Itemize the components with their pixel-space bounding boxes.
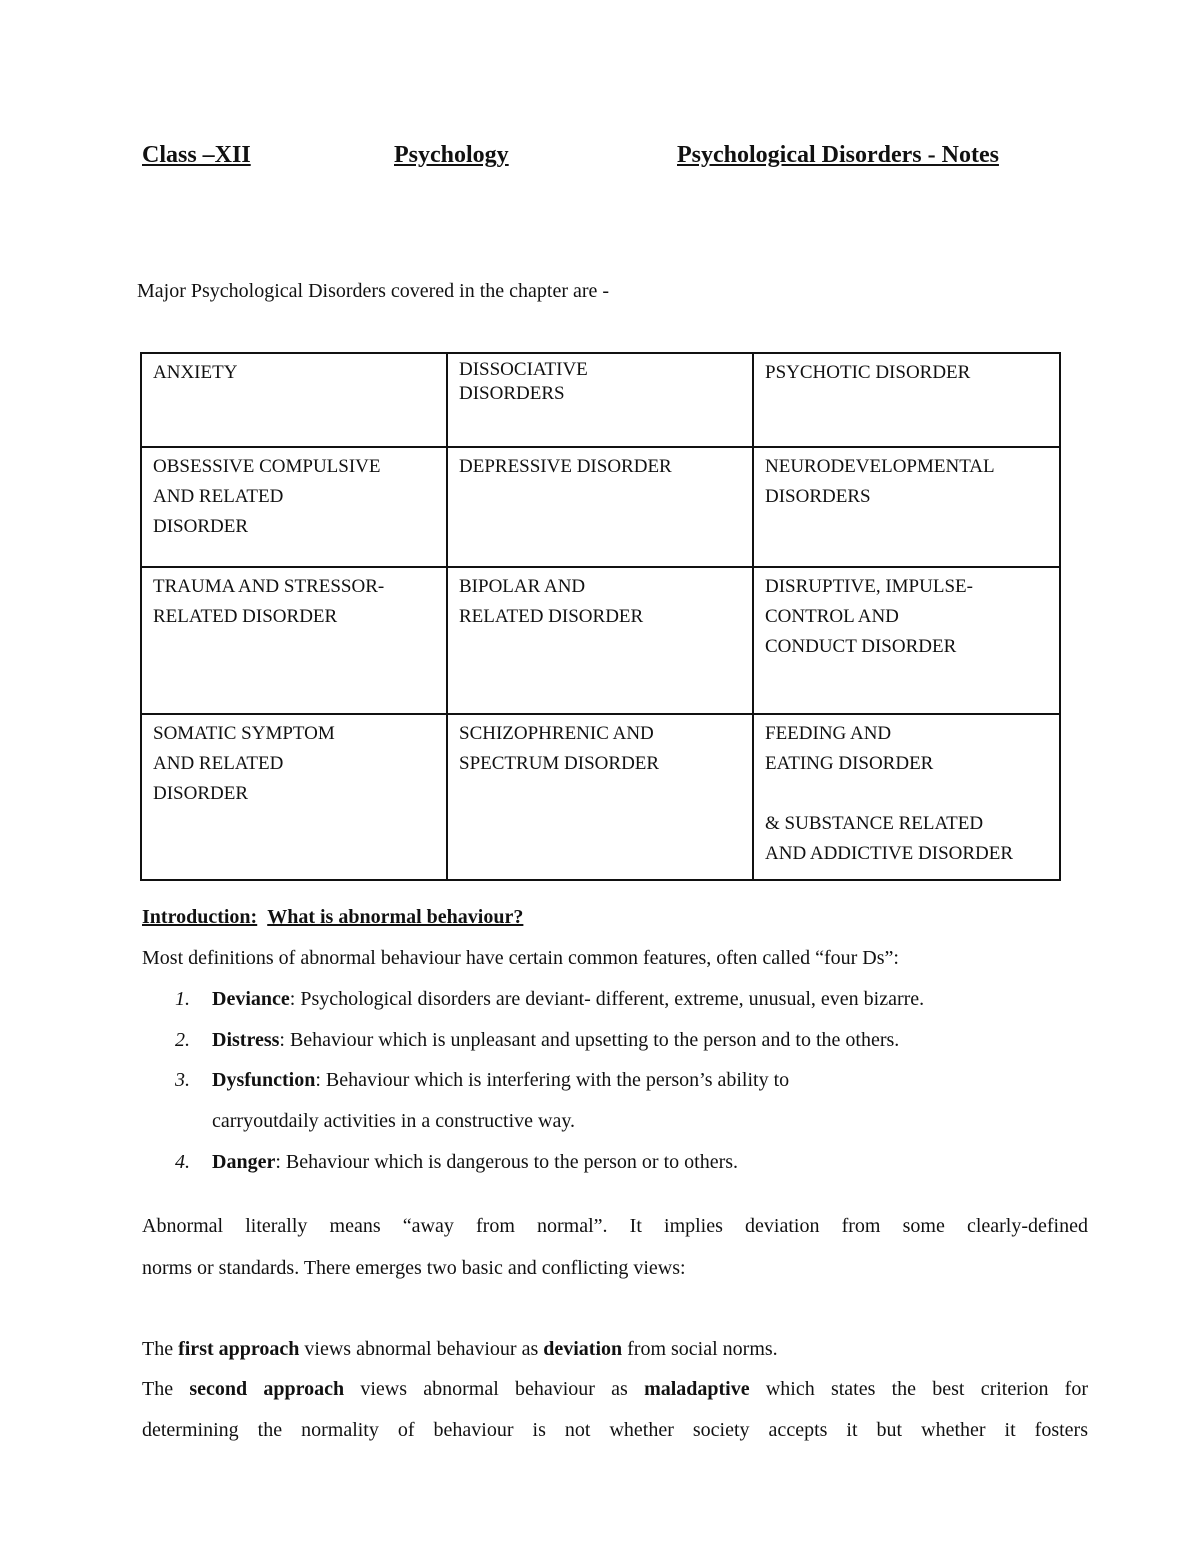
abnormal-paragraph-line: Abnormal literally means “away from normal”. It implies deviation from some clearly-defined	[142, 1215, 1088, 1237]
list-number: 4.	[175, 1151, 190, 1173]
table-cell: TRAUMA AND STRESSOR- RELATED DISORDER	[141, 567, 447, 714]
table-cell: PSYCHOTIC DISORDER	[753, 353, 1060, 447]
header-class: Class –XII	[142, 142, 251, 168]
abnormal-paragraph-line: norms or standards. There emerges two basic and conflicting views:	[142, 1257, 686, 1279]
table-cell: SOMATIC SYMPTOM AND RELATED DISORDER	[141, 714, 447, 880]
table-row	[141, 447, 1060, 567]
definition-intro: Most definitions of abnormal behaviour have certain common features, often called “four Ds”:	[142, 947, 899, 969]
table-row	[141, 714, 1060, 880]
section-question: What is abnormal behaviour?	[267, 906, 524, 928]
list-term: Distress	[212, 1029, 280, 1051]
list-number: 2.	[175, 1029, 190, 1051]
first-approach-paragraph: The first approach views abnormal behaviour as deviation from social norms.	[142, 1338, 778, 1360]
table-cell: BIPOLAR AND RELATED DISORDER	[447, 567, 753, 714]
table-cell: ANXIETY	[141, 353, 447, 447]
table-cell: FEEDING AND EATING DISORDER & SUBSTANCE RELATED AND ADDICTIVE DISORDER	[753, 714, 1060, 880]
table-cell: DISRUPTIVE, IMPULSE- CONTROL AND CONDUCT DISORDER	[753, 567, 1060, 714]
header-subject: Psychology	[394, 142, 509, 168]
table-cell: DEPRESSIVE DISORDER	[447, 447, 753, 567]
section-label: Introduction:	[142, 906, 258, 928]
second-approach-paragraph: The second approach views abnormal behaviour as maladaptive which states the best criterion for	[142, 1378, 1089, 1400]
list-number: 1.	[175, 988, 190, 1010]
header-topic: Psychological Disorders - Notes	[677, 142, 999, 168]
section-title	[142, 906, 523, 929]
table-row	[141, 567, 1060, 714]
table-cell: DISSOCIATIVE DISORDERS	[447, 353, 753, 447]
list-term: Deviance	[212, 988, 290, 1010]
list-item: Dysfunction: Behaviour which is interfering with the person’s ability to	[212, 1069, 790, 1091]
list-term: Danger	[212, 1151, 276, 1173]
intro-line: Major Psychological Disorders covered in the chapter are -	[137, 280, 610, 302]
list-number: 3.	[175, 1069, 190, 1091]
second-approach-paragraph-line: determining the normality of behaviour is not whether society accepts it but whether it fosters	[142, 1419, 1088, 1441]
list-item-continuation: carryoutdaily activities in a constructive way.	[212, 1110, 576, 1132]
list-term: Dysfunction	[212, 1069, 316, 1091]
table-cell: SCHIZOPHRENIC AND SPECTRUM DISORDER	[447, 714, 753, 880]
table-cell: OBSESSIVE COMPULSIVE AND RELATED DISORDER	[141, 447, 447, 567]
disorders-table	[140, 352, 1061, 881]
list-item: Deviance: Psychological disorders are deviant- different, extreme, unusual, even bizarre.	[212, 988, 925, 1010]
list-item: Distress: Behaviour which is unpleasant and upsetting to the person and to the others.	[212, 1029, 900, 1051]
list-item: Danger: Behaviour which is dangerous to the person or to others.	[212, 1151, 739, 1173]
table-row	[141, 353, 1060, 447]
table-cell: NEURODEVELOPMENTAL DISORDERS	[753, 447, 1060, 567]
